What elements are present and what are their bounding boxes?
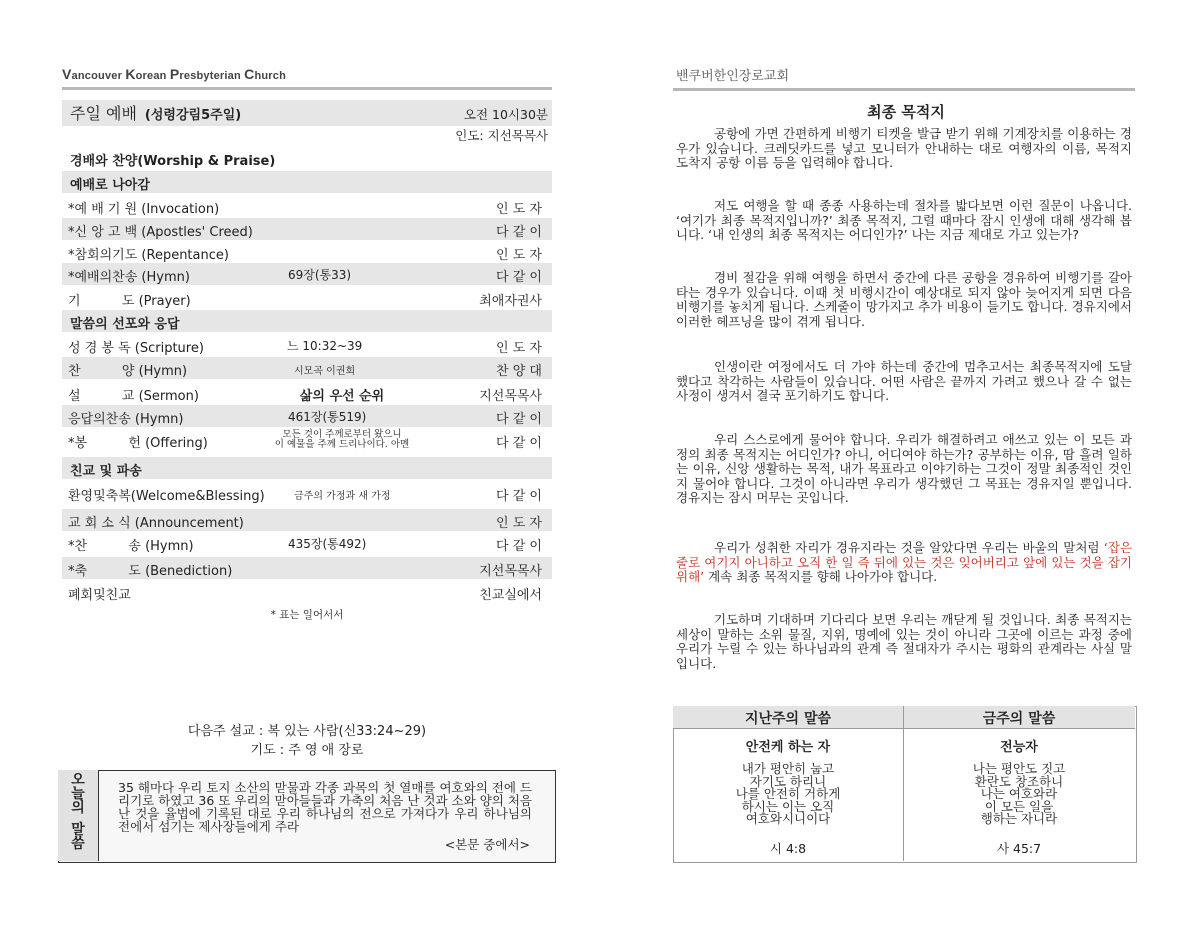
section-heading-row <box>62 310 552 332</box>
order-item-leader: 친교실에서 <box>479 588 542 603</box>
order-item-label: *예 배 기 원 (Invocation) <box>68 202 220 217</box>
order-item-label: *봉 헌 (Offering) <box>68 436 208 451</box>
church-korean-header: 밴쿠버한인장로교회 <box>676 69 790 84</box>
today-word-label <box>66 772 90 850</box>
order-item-label: *찬 송 (Hymn) <box>68 539 194 554</box>
stand-note: * 표는 일어서서 <box>270 609 344 621</box>
service-title: 주일 예배 (성령강림5주일) <box>70 104 242 123</box>
worship-order-row <box>62 557 552 579</box>
order-item-label: *예배의찬송 (Hymn) <box>68 270 190 285</box>
order-item-label: 기 도 (Prayer) <box>68 294 191 309</box>
this-week-title: 전능자 <box>1000 740 1038 755</box>
order-item-leader: 다 같 이 <box>496 539 542 554</box>
order-item-leader: 지선목목사 <box>479 564 542 579</box>
worship-order-row <box>62 241 552 263</box>
article-paragraph: 저도 여행을 할 때 종종 사용하는데 절차를 밟다보면 이런 질문이 나옵니다. ‘여기가 최종 목적지입니까?’ 최종 목적지, 그럴 때마다 잠시 인생에 대해 생각해 봅니다. ‘내 인생의 최종 목적지는 어디인가?’ 나는 지금 제대로 가고 있는가? <box>676 198 1132 243</box>
verse-line: 나는 평안도 짓고 <box>972 761 1066 776</box>
order-item-label: *참회의기도 (Repentance) <box>68 248 229 263</box>
today-word-label-char: 오 <box>71 772 85 788</box>
verse-line: 여호와시니이다 <box>745 811 831 826</box>
section-heading-row <box>62 171 552 193</box>
today-word-label-char: 씀 <box>71 836 85 852</box>
verse-line: 행하는 자니라 <box>980 811 1058 826</box>
worship-order-row <box>62 581 552 603</box>
order-item-leader: 인 도 자 <box>496 341 542 356</box>
order-item-label: 교 회 소 식 (Announcement) <box>68 516 244 531</box>
worship-order-row <box>62 482 552 504</box>
verse-line: 이 모든 일을 <box>984 798 1054 814</box>
order-item-leader: 다 같 이 <box>496 412 542 427</box>
worship-order-row <box>62 357 552 379</box>
section-heading: 말씀의 선포와 응답 <box>70 317 180 332</box>
header-initial: V <box>62 66 72 82</box>
order-item-leader: 찬 양 대 <box>496 364 542 379</box>
last-week-header: 지난주의 말씀 <box>744 711 832 727</box>
article-paragraph: 인생이란 여정에서도 더 가야 하는데 중간에 멈추고서는 최종목적지에 도달했다고 착각하는 사람들이 있습니다. 어떤 사람은 끝까지 가려고 했으나 갈 수 없는 사정이 생겨서 결국 포기하기도 합니다. <box>676 359 1132 404</box>
verse-line: 환란도 창조하니 <box>974 773 1064 789</box>
order-item-label: 환영및축복(Welcome&Blessing) <box>68 489 265 504</box>
verse-line: 자기도 하리니 <box>749 773 827 789</box>
worship-order-row <box>62 405 552 427</box>
church-name-header <box>62 66 286 82</box>
verse-line: 내가 평안히 눕고 <box>741 761 835 776</box>
header-word: ancouver <box>71 70 126 82</box>
section-heading: 예배로 나아감 <box>70 178 150 193</box>
order-item-detail: 69장(통33) <box>288 268 352 282</box>
order-item-leader: 다 같 이 <box>496 225 542 240</box>
section-heading: 경배와 찬양(Worship & Praise) <box>70 154 276 169</box>
order-item-detail: 느 10:32~39 <box>287 339 363 353</box>
order-item-leader: 인 도 자 <box>496 248 542 263</box>
next-prayer: 기도 : 주 영 애 장로 <box>250 743 364 758</box>
article-paragraph: 우리 스스로에게 물어야 합니다. 우리가 해결하려고 애쓰고 있는 이 모든 과정의 최종 목적지는 어디인가? 아니, 어디여야 하는가? 공부하는 이유, 땀 흘려 일하는 이유, 신앙 생활하는 목적, 내가 목표라고 이야기하는 그것이 정말 최종적인 것인지 물어야 합니다. 그것이 아니라면 우리가 생각했던 그 목표는 경유지일 뿐입니다. 경유지는 잠시 머무는 곳입니다. <box>676 432 1132 506</box>
this-week-header: 금주의 말씀 <box>982 711 1056 727</box>
order-item-leader: 다 같 이 <box>496 436 542 451</box>
order-item-label: 응답의찬송 (Hymn) <box>68 412 184 427</box>
last-week-title: 안전케 하는 자 <box>745 740 831 755</box>
order-item-detail: 모든 것이 주께로부터 왔으니 이 예물을 주께 드리나이다. 아멘 <box>274 429 410 450</box>
article-paragraph: 기도하며 기대하며 기다리다 보면 우리는 깨닫게 될 것입니다. 최종 목적지는 세상이 말하는 소위 물질, 지위, 명예에 있는 것이 아니라 그곳에 이르는 과정 중에 우리가 누릴 수 있는 하나님과의 관계 즉 절대자가 주시는 평화의 관계라는 사실 말입니다. <box>676 612 1132 671</box>
today-word-source: <본문 중에서> <box>444 837 530 852</box>
article-paragraph: 경비 절감을 위해 여행을 하면서 중간에 다른 공항을 경유하여 비행기를 갈아타는 경우가 있습니다. 이때 첫 비행시간이 예상대로 되지 않아 늦어지게 되면 다음 비행기를 놓치게 됩니다. 스케줄이 망가지고 추가 비용이 들기도 합니다. 경유지에서 이러한 헤프닝을 많이 겪게 됩니다. <box>676 270 1132 329</box>
verse-line: 나를 안전히 거하게 <box>735 786 841 801</box>
today-word-label-char: 말 <box>71 822 85 838</box>
today-word-text: 35 해마다 우리 토지 소산의 맏물과 각종 과목의 첫 열매를 여호와의 전에 드리기로 하였고 36 또 우리의 맏아들들과 가축의 처음 난 것과 소와 양의 처음 난 것을 율법에 기록된 대로 우리 하나님의 전으로 가져다가 우리 하나님의 전에서 섬기는 제사장들에게 주라 <box>118 780 532 834</box>
header-initial: K <box>125 66 136 82</box>
order-item-leader: 인 도 자 <box>496 516 542 531</box>
today-word-label-char: 의 <box>71 800 85 816</box>
worship-order-row <box>62 334 552 356</box>
header-word: resbyterian <box>179 70 245 82</box>
header-initial: C <box>244 66 255 82</box>
order-item-detail: 435장(통492) <box>288 537 367 551</box>
order-item-leader: 지선목목사 <box>479 389 542 404</box>
header-initial: P <box>169 66 180 82</box>
article-title: 최종 목적지 <box>867 103 945 121</box>
order-item-label: 설 교 (Sermon) <box>68 389 199 404</box>
today-word-label-char: 늘 <box>71 786 85 802</box>
this-week-reference: 사 45:7 <box>996 841 1042 856</box>
article-paragraph-highlight: 우리가 성취한 자리가 경유지라는 것을 알았다면 우리는 바울의 말처럼 ‘잡은 줄로 여기지 아니하고 오직 한 일 즉 뒤에 있는 것은 잊어버리고 앞에 있는 것을 잡기 위해’ 계속 최종 목적지를 향해 나아가야 합니다. <box>676 540 1132 585</box>
header-word: orean <box>135 70 170 82</box>
order-item-detail: 시모곡 이권희 <box>294 366 356 377</box>
last-week-verse <box>673 763 903 826</box>
worship-order-row <box>62 532 552 554</box>
service-subtitle: (성령강림5주일) <box>144 108 242 123</box>
verse-line: 나는 여호와라 <box>980 786 1058 801</box>
article-paragraph: 공항에 가면 간편하게 비행기 티켓을 발급 받기 위해 기계장치를 이용하는 경우가 있습니다. 크레딧카드를 넣고 모니터가 안내하는 대로 여행자의 이름, 목적지 도착지 공항 이름 등을 입력해야 합니다. <box>676 126 1132 171</box>
section-heading-row <box>62 457 552 479</box>
worship-order-row <box>62 429 552 451</box>
order-item-detail: 삶의 우선 순위 <box>299 389 385 404</box>
order-item-leader: 인 도 자 <box>496 202 542 217</box>
worship-order-row <box>62 509 552 531</box>
header-rule-right <box>673 88 1135 91</box>
worship-order-row <box>62 382 552 404</box>
order-item-label: *축 도 (Benediction) <box>68 564 233 579</box>
verse-line: 하시는 이는 오직 <box>741 798 835 814</box>
header-word: hurch <box>254 70 287 82</box>
service-time: 오전 10시30분 <box>463 107 548 122</box>
section-heading: 친교 및 파송 <box>70 464 142 479</box>
order-item-leader: 다 같 이 <box>496 489 542 504</box>
service-leader: 인도: 지선목목사 <box>455 128 548 143</box>
order-item-label: 폐회및친교 <box>68 588 131 603</box>
next-sermon: 다음주 설교 : 복 있는 사람(신33:24~29) <box>187 724 427 739</box>
order-item-label: 성 경 봉 독 (Scripture) <box>68 341 204 356</box>
worship-order-row <box>62 218 552 240</box>
order-item-detail: 금주의 가정과 새 가정 <box>294 491 391 502</box>
last-week-reference: 시 4:8 <box>769 841 807 856</box>
order-item-leader: 최애자권사 <box>479 294 542 309</box>
this-week-verse <box>904 763 1134 826</box>
order-item-label: 찬 양 (Hymn) <box>68 364 188 379</box>
worship-order-row <box>62 195 552 217</box>
worship-order-row <box>62 287 552 309</box>
order-item-detail: 461장(통519) <box>288 410 367 424</box>
bible-quote: ‘잡은 줄로 여기지 아니하고 오직 한 일 즉 뒤에 있는 것은 잊어버리고 앞에 있는 것을 잡기 위해’ <box>676 540 1132 585</box>
header-rule <box>62 87 552 90</box>
order-item-leader: 다 같 이 <box>496 270 542 285</box>
worship-order-row <box>62 263 552 285</box>
order-item-label: *신 앙 고 백 (Apostles' Creed) <box>68 225 253 240</box>
section-heading-row <box>62 147 552 169</box>
